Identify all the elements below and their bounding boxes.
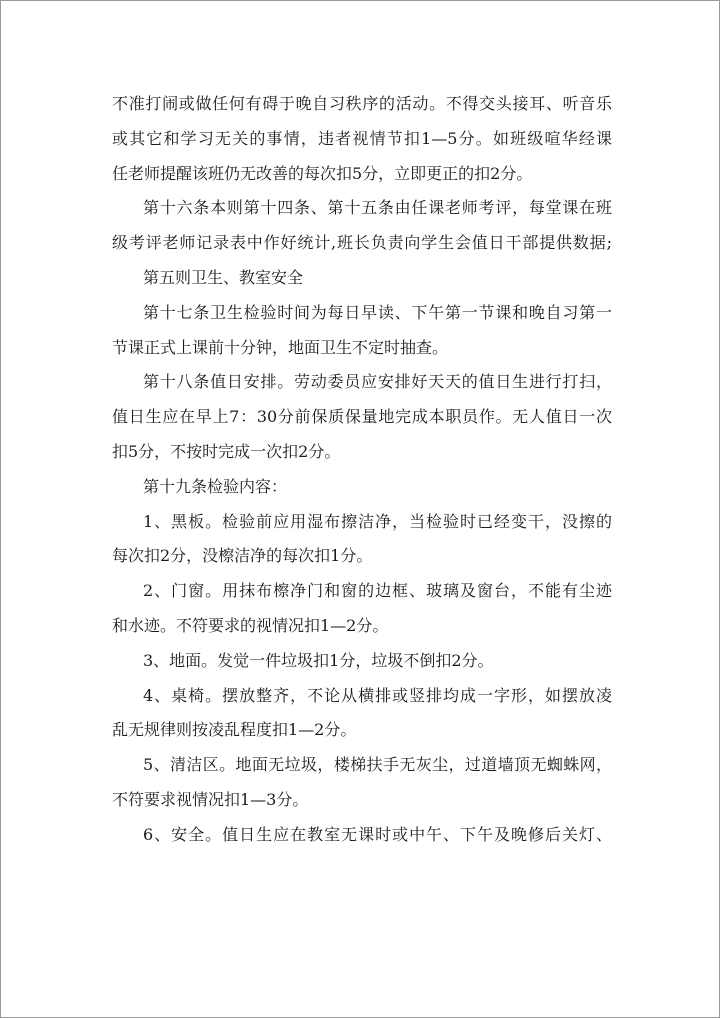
list-item-line: 和水迹。不符要求的视情况扣1—2分。 <box>112 615 389 635</box>
article-18-line: 第十八条值日安排。劳动委员应安排好天天的值日生进行打扫， <box>143 372 612 392</box>
paragraph-line: 任老师提醒该班仍无改善的每次扣5分，立即更正的扣2分。 <box>112 163 533 183</box>
list-item-line: 1、黑板。检验前应用湿布擦洁净，当检验时已经变干，没擦的 <box>143 511 612 531</box>
article-16-line: 第十六条本则第十四条、第十五条由任课老师考评，每堂课在班 <box>143 198 612 218</box>
list-item-line: 每次扣2分，没檫洁净的每次扣1分。 <box>112 546 373 566</box>
article-18-line: 值日生应在早上7：30分前保质保量地完成本职员作。无人值日一次 <box>112 407 612 427</box>
article-17-line: 节课正式上课前十分钟，地面卫生不定时抽查。 <box>112 337 449 357</box>
list-item-line: 5、清洁区。地面无垃圾，楼梯扶手无灰尘，过道墙顶无蜘蛛网， <box>143 755 612 775</box>
paragraph-line: 或其它和学习无关的事情，违者视情节扣1—5分。如班级喧华经课 <box>112 128 612 148</box>
document-body <box>112 87 612 853</box>
list-item-line: 6、安全。值日生应在教室无课时或中午、下午及晚修后关灯、 <box>143 824 612 844</box>
section-heading: 第五则卫生、教室安全 <box>143 267 304 287</box>
paragraph-line: 不准打闹或做任何有碍于晚自习秩序的活动。不得交头接耳、听音乐 <box>112 94 612 113</box>
article-19-heading: 第十九条检验内容： <box>143 476 288 496</box>
list-item-line: 2、门窗。用抹布檫净门和窗的边框、玻璃及窗台，不能有尘迹 <box>143 581 612 601</box>
article-16-line: 级考评老师记录表中作好统计,班长负责向学生会值日干部提供数据; <box>112 233 612 253</box>
article-17-line: 第十七条卫生检验时间为每日早读、下午第一节课和晚自习第一 <box>143 302 612 322</box>
list-item-line: 不符要求视情况扣1—3分。 <box>112 789 309 809</box>
list-item-line: 乱无规律则按凌乱程度扣1—2分。 <box>112 720 357 740</box>
list-item-line: 4、桌椅。摆放整齐，不论从横排或竖排均成一字形，如摆放凌 <box>143 685 612 705</box>
list-item-line: 3、地面。发觉一件垃圾扣1分，垃圾不倒扣2分。 <box>143 650 494 670</box>
article-18-line: 扣5分，不按时完成一次扣2分。 <box>112 441 341 461</box>
